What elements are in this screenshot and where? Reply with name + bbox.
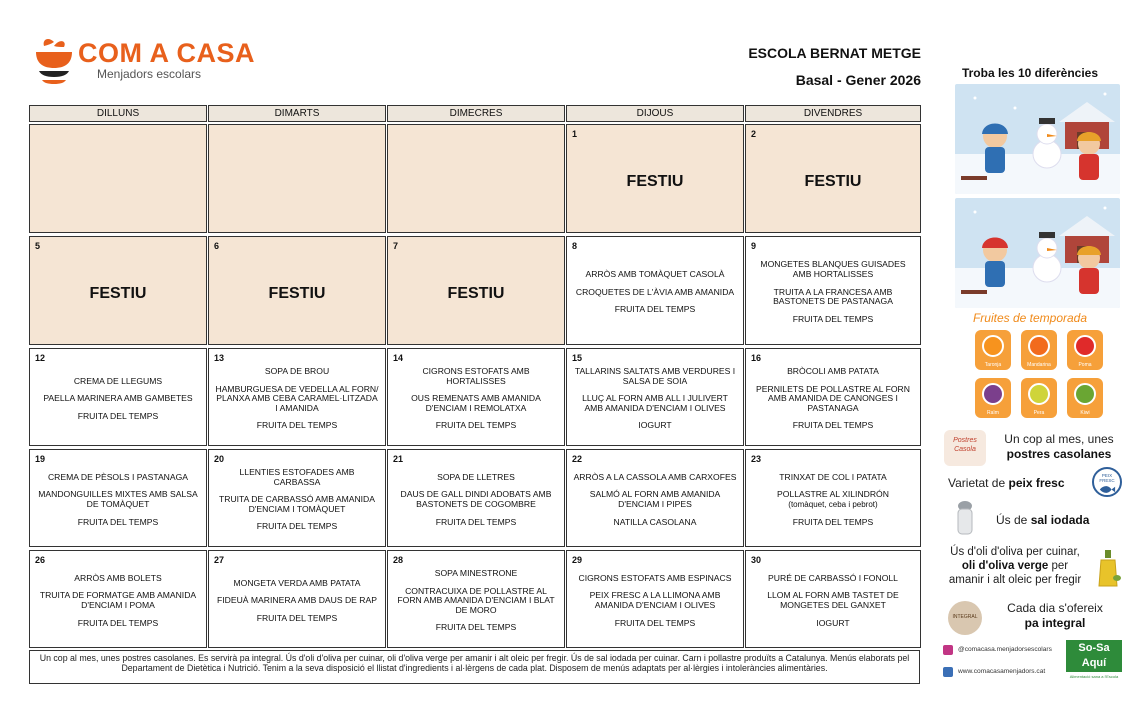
day-cell <box>387 348 565 446</box>
brand-logo <box>34 34 254 90</box>
dessert: FRUITA DEL TEMPS <box>435 420 517 431</box>
day-cell <box>208 348 386 446</box>
main-course: DAUS DE GALL DINDI ADOBATS AMB BASTONETS DE COGOMBRE <box>400 489 552 509</box>
main-course: POLLASTRE AL XILINDRÓN <box>777 489 889 500</box>
empty-day-cell <box>387 124 565 233</box>
day-cell <box>29 236 207 345</box>
brand-subtitle: Menjadors escolars <box>97 67 202 81</box>
first-course: MONGETA VERDA AMB PATATA <box>233 577 361 588</box>
oli-bold: oli d'oliva verge <box>961 560 1049 573</box>
day-cell <box>387 449 565 547</box>
dessert: FRUITA DEL TEMPS <box>77 516 159 527</box>
winter-scene-image <box>955 84 1120 194</box>
main-course: MANDONGUILLES MIXTES AMB SALSA DE TOMÀQUET <box>38 489 198 509</box>
first-course: CIGRONS ESTOFATS AMB ESPINACS <box>578 572 732 583</box>
main-course: TRUITA DE FORMATGE AMB AMANIDA D'ENCIAM I POMA <box>39 590 197 610</box>
sosaqui-logo <box>1066 640 1122 684</box>
main-course: PERNILETS DE POLLASTRE AL FORN AMB AMANIDA DE CANONGES I PASTANAGA <box>756 383 910 413</box>
day-header-dijous: DIJOUS <box>566 105 744 122</box>
fruit-tile <box>1021 330 1057 370</box>
empty-day-cell <box>208 124 386 233</box>
main-course: CROQUETES DE L'ÀVIA AMB AMANIDA <box>575 286 735 297</box>
first-course: PURÉ DE CARBASSÓ I FONOLL <box>768 572 898 583</box>
main-course: TRUITA DE CARBASSÓ AMB AMANIDA D'ENCIAM I TOMÀQUET <box>219 494 375 514</box>
day-cell <box>208 550 386 648</box>
holiday-label: FESTIU <box>804 173 862 190</box>
dessert: FRUITA DEL TEMPS <box>614 304 696 315</box>
postres-line1: Un cop al mes, unes <box>1004 432 1114 446</box>
postres-badge <box>944 430 986 466</box>
day-number: 5 <box>35 241 41 251</box>
olive-oil-bottle-icon <box>1093 548 1123 588</box>
day-cell <box>387 550 565 648</box>
dessert: FRUITA DEL TEMPS <box>256 420 338 431</box>
fruit-name: Mandarina <box>1027 362 1051 368</box>
day-number: 28 <box>393 555 404 565</box>
dessert: FRUITA DEL TEMPS <box>77 617 159 628</box>
first-course: ARRÒS AMB TOMÀQUET CASOLÀ <box>585 269 725 280</box>
day-number: 21 <box>393 454 404 464</box>
first-course: BRÒCOLI AMB PATATA <box>787 365 879 376</box>
dessert: FRUITA DEL TEMPS <box>77 410 159 421</box>
pa-integral-badge-text: INTEGRAL <box>952 614 978 620</box>
day-cell <box>208 449 386 547</box>
day-number: 9 <box>751 241 757 251</box>
day-number: 15 <box>572 353 583 363</box>
first-course: ARRÒS A LA CASSOLA AMB CARXOFES <box>573 471 737 482</box>
peix-bold: peix fresc <box>1008 476 1065 490</box>
pa-info <box>990 601 1120 630</box>
day-header-dimecres: DIMECRES <box>387 105 565 122</box>
dessert: FRUITA DEL TEMPS <box>435 516 517 527</box>
dessert: NATILLA CASOLANA <box>613 516 697 527</box>
day-header-divendres: DIVENDRES <box>745 105 921 122</box>
dish-list <box>215 551 379 647</box>
day-cell <box>566 449 744 547</box>
day-cell <box>208 236 386 345</box>
dish-list <box>573 349 737 445</box>
day-number: 2 <box>751 129 757 139</box>
dessert: FRUITA DEL TEMPS <box>792 516 874 527</box>
dish-list <box>394 349 558 445</box>
dessert: FRUITA DEL TEMPS <box>256 521 338 532</box>
first-course: SOPA DE BROU <box>264 365 330 376</box>
pa-line1: Cada dia s'ofereix <box>1007 601 1103 615</box>
fruit-name: Kiwi <box>1080 410 1090 416</box>
dish-note: (tomàquet, ceba i pebrot) <box>788 499 878 509</box>
fruit-name: Taronja <box>984 362 1002 368</box>
fruit-name: Poma <box>1078 362 1092 368</box>
postres-badge-text: Postres Casola <box>953 437 977 454</box>
main-course: TRUITA A LA FRANCESA AMB BASTONETS DE PASTANAGA <box>773 286 893 307</box>
dish-list <box>573 551 737 647</box>
day-number: 23 <box>751 454 762 464</box>
seasonal-fruits-title: Fruites de temporada <box>972 311 1088 325</box>
dessert: FRUITA DEL TEMPS <box>256 612 338 623</box>
pa-integral-badge <box>948 601 982 635</box>
dish-list <box>36 450 200 546</box>
first-course: CREMA DE PÈSOLS I PASTANAGA <box>47 471 189 482</box>
bowl-logo-icon <box>34 36 74 86</box>
dish-list <box>752 349 914 445</box>
dessert: FRUITA DEL TEMPS <box>792 313 874 324</box>
oli-info <box>942 545 1088 587</box>
day-cell <box>745 236 921 345</box>
dish-list <box>394 551 558 647</box>
sal-info <box>996 513 1089 528</box>
day-number: 8 <box>572 241 578 251</box>
day-cell <box>566 348 744 446</box>
menu-footer-note: Un cop al mes, unes postres casolanes. Es servirà pa integral. Ús d'oli d'oliva per cuinar, oli d'oliva verge per amanir i alt oleic per fregir. Ús de sal iodada per cuinar. Carn i pollastre produïts a Catalunya. Menús elaborats pel Departament de Dietètica i Nutrició. Tenim a la seva disposició el llistat d'ingredients i al·lèrgens de cada plat. Disposem de menús adaptats per al·lèrgies i intoleràncies alimentàries. <box>29 650 920 684</box>
holiday-label: FESTIU <box>268 285 326 302</box>
fruit-1-icon <box>1028 335 1050 357</box>
peix-prefix: Varietat de <box>948 476 1009 490</box>
fruit-2-icon <box>1074 335 1096 357</box>
sosaqui-name: So-Sa Aquí <box>1066 640 1122 672</box>
peix-fresc-badge-text: PEIX FRESC <box>1099 473 1115 483</box>
fruit-0-icon <box>982 335 1004 357</box>
main-course: SALMÓ AL FORN AMB AMANIDA D'ENCIAM I PIPES <box>589 489 721 509</box>
day-cell <box>745 348 921 446</box>
day-cell <box>29 348 207 446</box>
oli-line3: amanir i alt oleic per fregir <box>948 574 1082 587</box>
main-course: LLUÇ AL FORN AMB ALL I JULIVERT AMB AMANIDA D'ENCIAM I OLIVES <box>582 393 728 413</box>
dish-list <box>394 450 558 546</box>
dessert: IOGURT <box>638 420 672 431</box>
day-number: 6 <box>214 241 220 251</box>
school-name: ESCOLA BERNAT METGE <box>748 45 921 61</box>
day-number: 16 <box>751 353 762 363</box>
oli-after: per <box>1048 560 1069 573</box>
main-course: OUS REMENATS AMB AMANIDA D'ENCIAM I REMOLATXA <box>411 393 541 413</box>
day-number: 27 <box>214 555 225 565</box>
website-link[interactable]: www.comacasamenjadors.cat <box>958 668 1046 675</box>
day-number: 14 <box>393 353 404 363</box>
first-course: ARRÒS AMB BOLETS <box>74 572 162 583</box>
fruit-4-icon <box>1028 383 1050 405</box>
dessert: IOGURT <box>816 617 850 628</box>
fruit-tile <box>1067 330 1103 370</box>
peix-fresc-badge <box>1092 467 1122 497</box>
sidebar <box>940 0 1130 726</box>
day-cell <box>387 236 565 345</box>
dish-list <box>752 551 914 647</box>
dish-list <box>36 551 200 647</box>
fruit-3-icon <box>982 383 1004 405</box>
sal-prefix: Ús de <box>996 513 1031 527</box>
day-cell <box>566 550 744 648</box>
dish-list <box>752 450 914 546</box>
day-header-dimarts: DIMARTS <box>208 105 386 122</box>
sal-bold: sal iodada <box>1030 513 1090 527</box>
day-number: 20 <box>214 454 225 464</box>
peix-info <box>948 476 1065 491</box>
first-course: CIGRONS ESTOFATS AMB HORTALISSES <box>422 365 530 386</box>
main-course: PAELLA MARINERA AMB GAMBETES <box>43 393 193 404</box>
fish-icon <box>1098 485 1116 494</box>
main-course: LLOM AL FORN AMB TASTET DE MONGETES DEL GANXET <box>767 590 899 610</box>
web-icon[interactable] <box>943 667 953 677</box>
instagram-handle[interactable]: @comacasa.menjadorsescolars <box>958 646 1052 653</box>
brand-name: COM A CASA <box>78 38 255 68</box>
seasonal-fruits <box>975 330 1105 420</box>
main-course: HAMBURGUESA DE VEDELLA AL FORN/ PLANXA AMB CEBA CARAMEL·LITZADA I AMANIDA <box>215 383 379 413</box>
dessert: FRUITA DEL TEMPS <box>614 617 696 628</box>
first-course: TRINXAT DE COL I PATATA <box>779 471 887 482</box>
fruit-tile <box>975 330 1011 370</box>
dish-list <box>573 237 737 344</box>
fruit-name: Raïm <box>987 410 999 416</box>
main-course: FIDEUÀ MARINERA AMB DAUS DE RAP <box>217 595 377 606</box>
day-cell <box>745 124 921 233</box>
instagram-icon[interactable] <box>943 645 953 655</box>
first-course: CREMA DE LLEGUMS <box>73 375 163 386</box>
day-number: 19 <box>35 454 46 464</box>
dessert: FRUITA DEL TEMPS <box>435 622 517 633</box>
main-course: CONTRACUIXA DE POLLASTRE AL FORN AMB AMANIDA D'ENCIAM I BLAT DE MORO <box>397 585 555 615</box>
empty-day-cell <box>29 124 207 233</box>
day-number: 29 <box>572 555 583 565</box>
menu-period: Basal - Gener 2026 <box>795 72 921 88</box>
day-cell <box>745 449 921 547</box>
day-number: 12 <box>35 353 46 363</box>
day-number: 26 <box>35 555 46 565</box>
first-course: MONGETES BLANQUES GUISADES AMB HORTALISSES <box>760 259 906 280</box>
holiday-label: FESTIU <box>626 173 684 190</box>
spot-differences-title: Troba les 10 diferències <box>961 66 1099 80</box>
pa-line2: pa integral <box>1024 615 1086 630</box>
fruit-name: Pera <box>1033 410 1045 416</box>
day-number: 1 <box>572 129 578 139</box>
holiday-label: FESTIU <box>447 285 505 302</box>
day-cell <box>566 236 744 345</box>
holiday-label: FESTIU <box>89 285 147 302</box>
dish-list <box>215 349 379 445</box>
first-course: LLENTIES ESTOFADES AMB CARBASSA <box>239 466 355 487</box>
sosaqui-subtitle: Alimentació sana a l'Escola <box>1069 674 1119 679</box>
dish-list <box>573 450 737 546</box>
first-course: SOPA DE LLETRES <box>437 471 515 482</box>
oli-line1: Ús d'oli d'oliva per cuinar, <box>950 546 1080 558</box>
postres-info <box>994 432 1124 461</box>
dish-list <box>752 237 914 344</box>
dessert: FRUITA DEL TEMPS <box>792 420 874 431</box>
winter-scene-differences-image <box>955 198 1120 308</box>
first-course: TALLARINS SALTATS AMB VERDURES I SALSA DE SOIA <box>574 365 736 386</box>
dish-list <box>215 450 379 546</box>
first-course: SOPA MINESTRONE <box>434 567 518 578</box>
day-number: 22 <box>572 454 583 464</box>
postres-line2: postres casolanes <box>1006 446 1112 461</box>
fruit-5-icon <box>1074 383 1096 405</box>
day-cell <box>566 124 744 233</box>
fruit-tile <box>975 378 1011 418</box>
main-course: PEIX FRESC A LA LLIMONA AMB AMANIDA D'ENCIAM I OLIVES <box>589 590 721 610</box>
day-number: 7 <box>393 241 399 251</box>
day-cell <box>29 449 207 547</box>
salt-shaker-icon <box>955 500 975 536</box>
fruit-tile <box>1021 378 1057 418</box>
day-cell <box>29 550 207 648</box>
fruit-tile <box>1067 378 1103 418</box>
day-number: 13 <box>214 353 225 363</box>
day-header-dilluns: DILLUNS <box>29 105 207 122</box>
day-cell <box>745 550 921 648</box>
dish-list <box>36 349 200 445</box>
day-number: 30 <box>751 555 762 565</box>
